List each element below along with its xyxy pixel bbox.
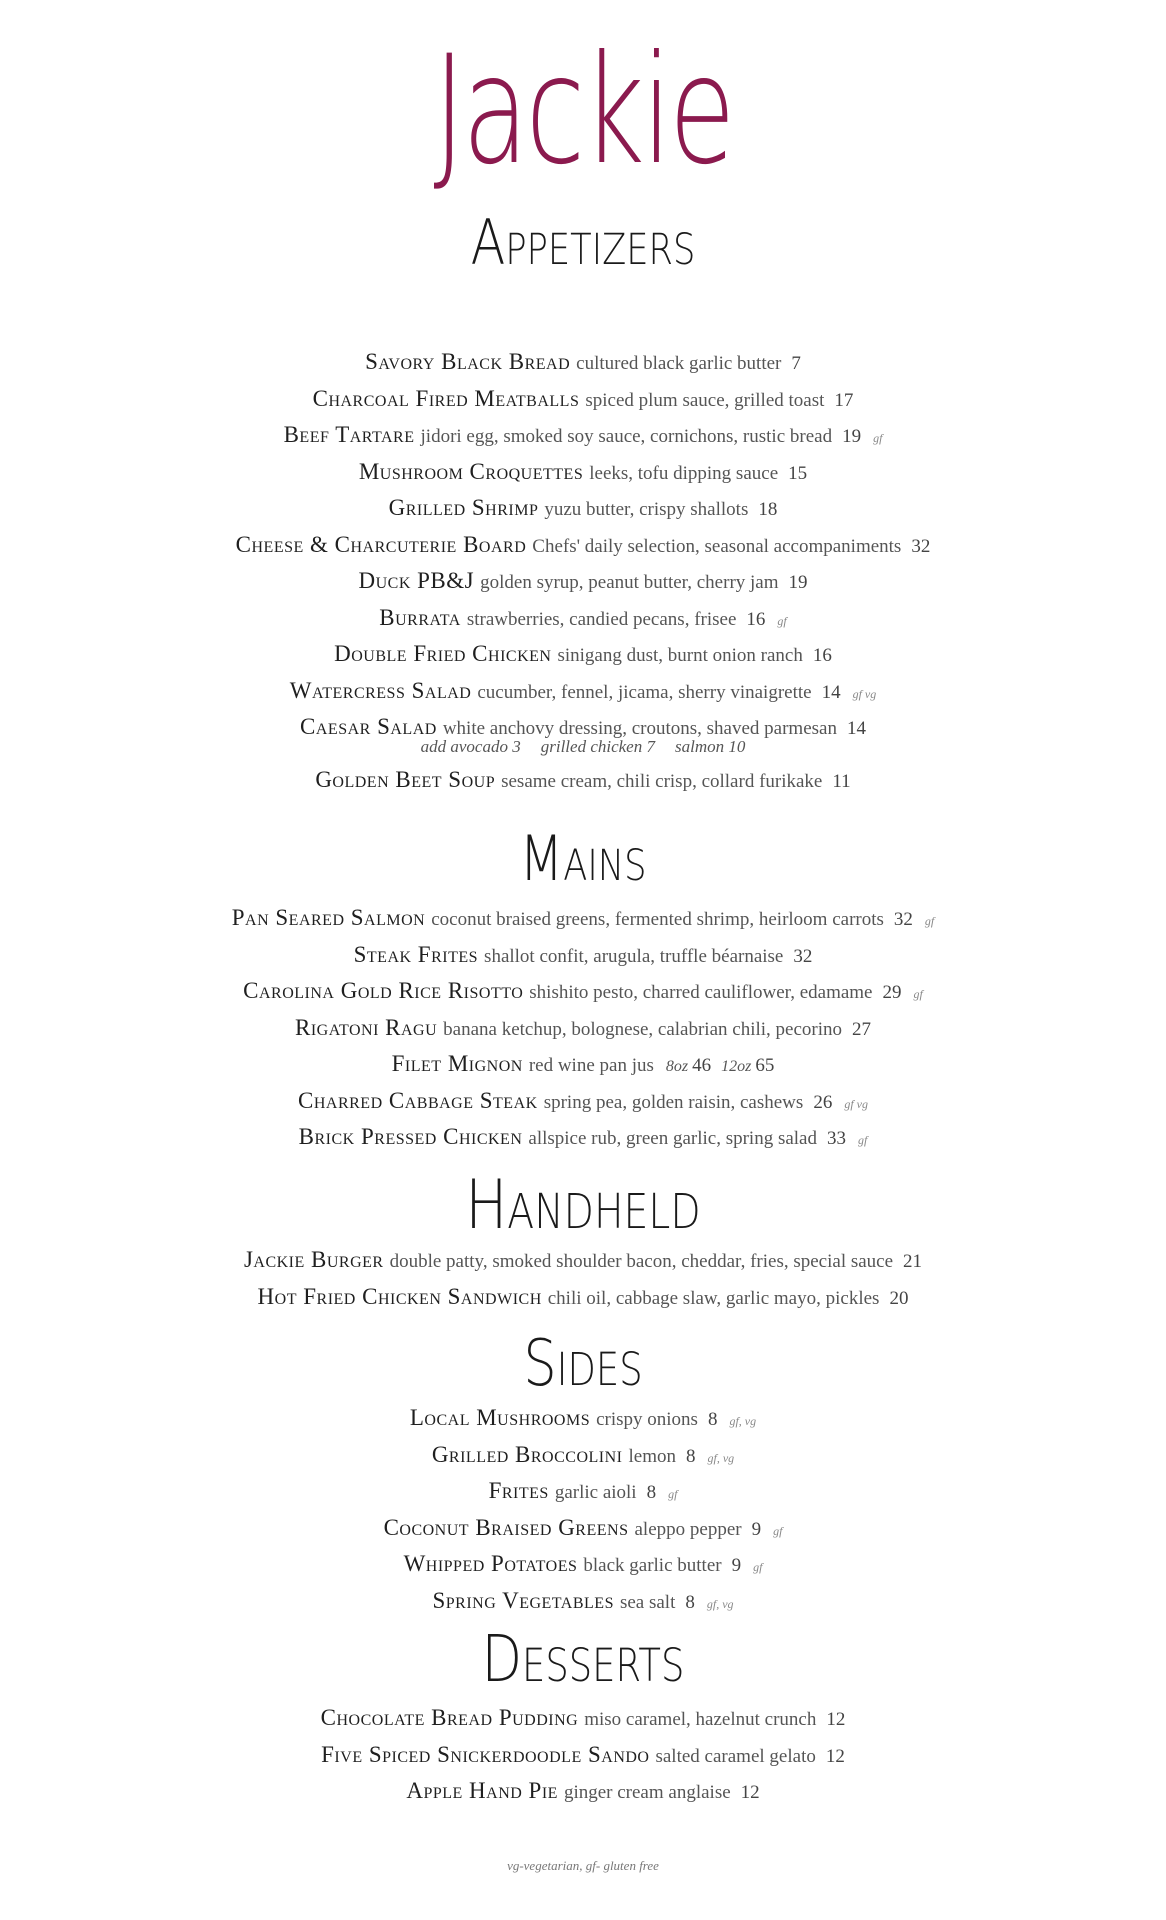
- dietary-tag: gf: [668, 1487, 678, 1501]
- caesar-addons: [0, 738, 1166, 762]
- item-description: yuzu butter, crispy shallots: [544, 499, 749, 520]
- item-price: 9: [731, 1555, 742, 1576]
- menu-item: [0, 381, 1166, 418]
- menu-item: [0, 1242, 1166, 1279]
- menu-item: [0, 1046, 1166, 1083]
- mains-list: [0, 900, 1166, 1156]
- item-description: strawberries, candied pecans, frisee: [466, 608, 737, 630]
- item-description: shallot confit, arugula, truffle béarnaise: [484, 945, 784, 967]
- item-name: Apple Hand Pie: [406, 1778, 558, 1803]
- item-name: Jackie Burger: [243, 1247, 384, 1272]
- item-description: leeks, tofu dipping sauce: [589, 462, 779, 484]
- item-name: Charcoal Fired Meatballs: [312, 385, 580, 411]
- dietary-legend: vg-vegetarian, gf- gluten free: [507, 1858, 659, 1873]
- item-name: Grilled Shrimp: [388, 495, 539, 520]
- item-name: Spring Vegetables: [432, 1587, 614, 1613]
- item-description: 8oz: [665, 1058, 689, 1075]
- item-description: sea salt: [619, 1591, 676, 1613]
- desserts-list: [0, 1700, 1166, 1810]
- item-name: Mushroom Croquettes: [358, 458, 584, 484]
- menu-item: [0, 344, 1166, 381]
- item-description: sesame cream, chili crisp, collard furikake: [501, 770, 823, 792]
- item-price: 8: [685, 1591, 695, 1613]
- section-title-sides: Sides: [523, 1327, 643, 1401]
- item-description: salted caramel gelato: [655, 1745, 816, 1767]
- item-price: 12: [740, 1782, 760, 1803]
- section-title-handheld: Handheld: [465, 1166, 701, 1245]
- item-price: 16: [812, 645, 832, 666]
- section-title-desserts: Desserts: [481, 1623, 685, 1697]
- restaurant-logo: [163, 24, 1003, 198]
- menu-item: [0, 1510, 1166, 1547]
- item-price: 19: [788, 572, 808, 593]
- item-name: Five Spiced Snickerdoodle Sando: [321, 1741, 650, 1767]
- item-name: Pan Seared Salmon: [231, 905, 426, 930]
- item-description: spiced plum sauce, grilled toast: [585, 389, 825, 411]
- item-description: black garlic butter: [583, 1555, 722, 1576]
- item-price: 32: [893, 909, 913, 930]
- dietary-tag: gf: [773, 1523, 783, 1538]
- item-price: 11: [832, 770, 851, 792]
- item-name: Savory Black Bread: [365, 349, 571, 374]
- item-description: golden syrup, peanut butter, cherry jam: [480, 572, 779, 593]
- menu-item: [0, 454, 1166, 491]
- item-description: crispy onions: [596, 1409, 698, 1430]
- dietary-tag: gf: [924, 914, 935, 928]
- dietary-tag: gf, vg: [706, 1596, 734, 1611]
- item-name: Coconut Braised Greens: [383, 1514, 629, 1540]
- item-description: white anchovy dressing, croutons, shaved parmesan: [442, 718, 837, 739]
- item-name: Golden Beet Soup: [315, 766, 496, 792]
- addon-option: add avocado 3: [420, 736, 521, 756]
- menu-item: [0, 762, 1166, 799]
- menu-item: [0, 1583, 1166, 1620]
- item-price: 8: [686, 1445, 696, 1467]
- item-name: Filet Mignon: [391, 1051, 523, 1076]
- dietary-tag: gf vg: [844, 1096, 868, 1111]
- menu-item: [0, 973, 1166, 1010]
- sides-list: [0, 1400, 1166, 1619]
- item-description: lemon: [628, 1445, 676, 1467]
- item-name: Chocolate Bread Pudding: [320, 1705, 579, 1730]
- item-price: 8: [707, 1409, 718, 1430]
- item-description: garlic aioli: [554, 1482, 637, 1503]
- addon-option: salmon 10: [674, 736, 746, 756]
- item-description: aleppo pepper: [634, 1518, 742, 1540]
- menu-item: [0, 1400, 1166, 1437]
- item-name: Frites: [488, 1478, 549, 1503]
- dietary-tag: gf: [913, 987, 923, 1001]
- item-name: Caesar Salad: [300, 714, 437, 739]
- menu-item: [0, 1773, 1166, 1810]
- item-name: Whipped Potatoes: [403, 1551, 578, 1576]
- item-name: Rigatoni Ragu: [294, 1014, 438, 1040]
- menu-item: [0, 1083, 1166, 1120]
- item-name: Carolina Gold Rice Risotto: [243, 978, 524, 1003]
- dietary-tag: gf, vg: [729, 1414, 757, 1428]
- menu-item: [0, 1279, 1166, 1316]
- item-description: ginger cream anglaise: [563, 1782, 731, 1803]
- menu-item: [0, 1700, 1166, 1737]
- item-name: Burrata: [379, 604, 461, 630]
- item-name: Watercress Salad: [289, 677, 472, 703]
- menu-item: [0, 1119, 1166, 1156]
- logo-text: Jackie: [433, 24, 733, 198]
- menu-item: [0, 1010, 1166, 1047]
- dietary-tag: gf: [753, 1560, 763, 1574]
- item-name: Grilled Broccolini: [431, 1441, 623, 1467]
- addon-option: grilled chicken 7: [540, 736, 655, 756]
- item-description: jidori egg, smoked soy sauce, cornichons, rustic bread: [420, 426, 833, 447]
- menu-item: [0, 600, 1166, 637]
- item-name: Hot Fried Chicken Sandwich: [257, 1283, 542, 1309]
- item-price: 20: [889, 1287, 909, 1309]
- item-description: double patty, smoked shoulder bacon, cheddar, fries, special sauce: [389, 1251, 894, 1272]
- dietary-tag: gf: [857, 1133, 868, 1147]
- menu-item: [0, 900, 1166, 937]
- item-name: Steak Frites: [353, 941, 479, 967]
- menu-item: [0, 490, 1166, 527]
- item-price: 21: [903, 1251, 923, 1272]
- item-description: cultured black garlic butter: [576, 353, 782, 374]
- dietary-tag: gf: [777, 613, 787, 628]
- menu-item: [0, 1473, 1166, 1510]
- item-description: cucumber, fennel, jicama, sherry vinaigrette: [477, 681, 812, 703]
- item-name: Cheese & Charcuterie Board: [235, 531, 527, 557]
- item-price: 12: [825, 1745, 845, 1767]
- item-price: 46: [692, 1055, 712, 1076]
- item-price: 18: [758, 499, 778, 520]
- handheld-list: [0, 1242, 1166, 1315]
- item-name: Duck PB&J: [358, 568, 475, 593]
- dietary-tag: gf: [873, 431, 883, 445]
- item-price: 16: [746, 608, 766, 630]
- item-price: 19: [842, 426, 862, 447]
- item-price: 14: [821, 681, 841, 703]
- item-price: 33: [826, 1128, 846, 1149]
- item-price: 12: [826, 1709, 846, 1730]
- item-price: 14: [846, 718, 866, 739]
- item-description: spring pea, golden raisin, cashews: [543, 1091, 804, 1113]
- item-description: banana ketchup, bolognese, calabrian chili, pecorino: [443, 1018, 843, 1040]
- menu-item: [0, 1437, 1166, 1474]
- item-description: miso caramel, hazelnut crunch: [584, 1709, 817, 1730]
- item-description: chili oil, cabbage slaw, garlic mayo, pickles: [547, 1287, 880, 1309]
- menu-item: [0, 1546, 1166, 1583]
- item-description: red wine pan jus: [528, 1055, 654, 1076]
- item-name: Double Fried Chicken: [334, 641, 552, 666]
- item-price: 32: [793, 945, 813, 967]
- menu-item: [0, 563, 1166, 600]
- appetizers-list: [0, 344, 1166, 798]
- dietary-tag: gf, vg: [707, 1450, 735, 1465]
- item-price: 32: [911, 535, 931, 557]
- item-price: 9: [751, 1518, 762, 1540]
- item-price: 7: [791, 353, 801, 374]
- item-price: 17: [834, 389, 854, 411]
- menu-item: [0, 527, 1166, 564]
- menu-item: [0, 673, 1166, 710]
- menu-item: [0, 1737, 1166, 1774]
- item-name: Brick Pressed Chicken: [298, 1124, 523, 1149]
- menu-item: [0, 636, 1166, 673]
- menu-item: [0, 417, 1166, 454]
- item-name: Beef Tartare: [283, 422, 415, 447]
- item-price: 27: [852, 1018, 872, 1040]
- item-description: Chefs' daily selection, seasonal accompaniments: [532, 535, 902, 557]
- item-price: 26: [813, 1091, 833, 1113]
- item-price: 8: [646, 1482, 657, 1503]
- item-description: sinigang dust, burnt onion ranch: [557, 645, 803, 666]
- item-price: 29: [882, 982, 902, 1003]
- item-description: 12oz: [721, 1058, 752, 1075]
- menu-item: [0, 937, 1166, 974]
- item-name: Local Mushrooms: [409, 1405, 591, 1430]
- item-description: allspice rub, green garlic, spring salad: [528, 1128, 817, 1149]
- item-name: Charred Cabbage Steak: [298, 1087, 538, 1113]
- item-description: coconut braised greens, fermented shrimp, heirloom carrots: [431, 909, 884, 930]
- section-title-mains: Mains: [519, 822, 647, 895]
- item-price: 65: [755, 1055, 775, 1076]
- item-description: shishito pesto, charred cauliflower, edamame: [529, 982, 873, 1003]
- item-price: 15: [788, 462, 808, 484]
- section-title-appetizers: Appetizers: [470, 206, 696, 279]
- dietary-tag: gf vg: [852, 686, 877, 701]
